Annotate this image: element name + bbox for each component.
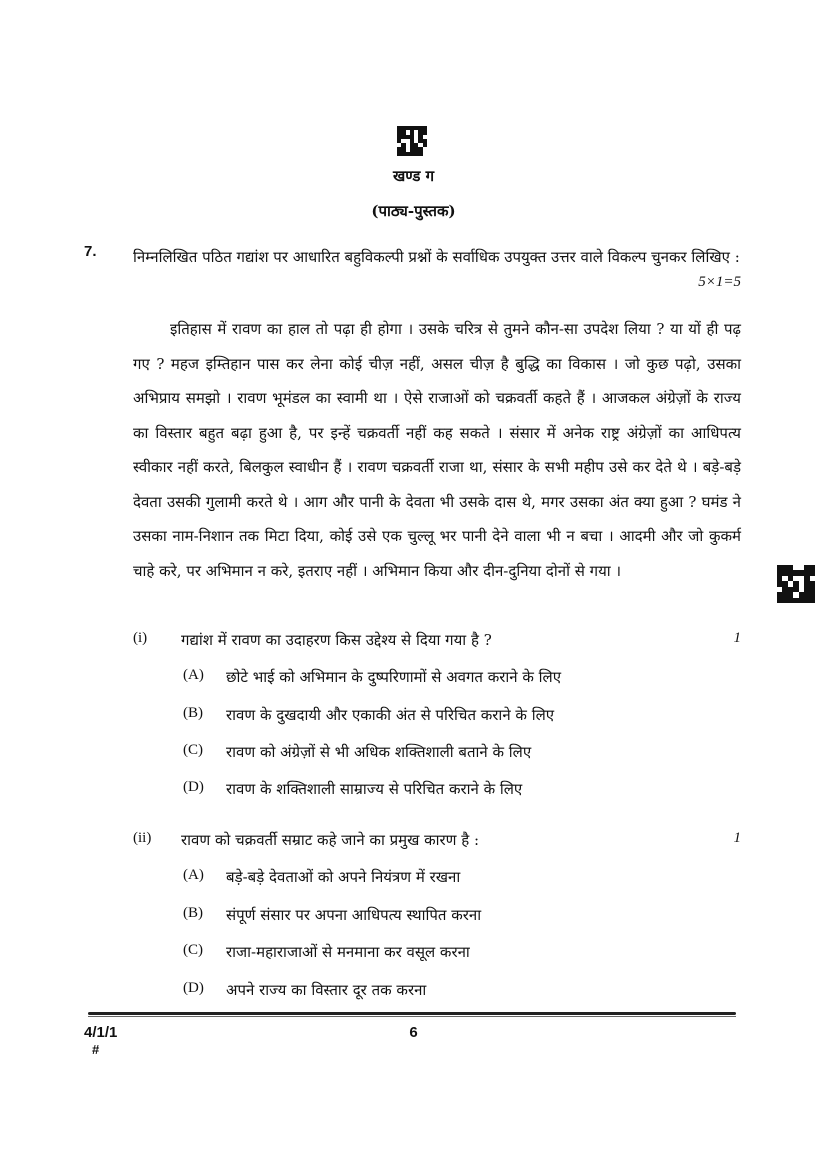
option-letter: (B) bbox=[183, 905, 203, 921]
option-text: संपूर्ण संसार पर अपना आधिपत्य स्थापित करना bbox=[226, 906, 482, 924]
option-text: बड़े-बड़े देवताओं को अपने नियंत्रण में रखना bbox=[226, 868, 461, 886]
option-text: रावण के शक्तिशाली साम्राज्य से परिचित कराने के लिए bbox=[226, 780, 523, 798]
subquestion-text: गद्यांश में रावण का उदाहरण किस उद्देश्य से दिया गया है ? bbox=[181, 631, 492, 649]
subquestion-marks: 1 bbox=[733, 830, 741, 846]
paper-code: 4/1/1 bbox=[84, 1024, 118, 1041]
option-text: रावण को अंग्रेज़ों से भी अधिक शक्तिशाली बताने के लिए bbox=[226, 743, 532, 761]
passage: इतिहास में रावण का हाल तो पढ़ा ही होगा । उसके चरित्र से तुमने कौन-सा उपदेश लिया ? या यों ही पढ़ गए ? महज इम्तिहान पास कर लेना कोई चीज़ नहीं, असल चीज़ है बुद्धि का विकास । जो कुछ पढ़ो, उसका अभिप्राय समझो । रावण भूमंडल का स्वामी था । ऐसे राजाओं को चक्रवर्ती कहते हैं । आजकल अंग्रेज़ों के राज्य का विस्तार बहुत बढ़ा हुआ है, पर इन्हें चक्रवर्ती नहीं कह सकते । संसार में अनेक राष्ट्र अंग्रेज़ों का आधिपत्य स्वीकार नहीं करते, बिलकुल स्वाधीन हैं । रावण चक्रवर्ती राजा था, संसार के सभी महीप उसे कर देते थे । बड़े-बड़े देवता उसकी गुलामी करते थे । आग और पानी के देवता भी उसके दास थे, मगर उसका अंत क्या हुआ ? घमंड ने उसका नाम-निशान तक मिटा दिया, कोई उसे एक चुल्लू भर पानी देने वाला भी न बचा । आदमी और जो कुकर्म चाहे करे, पर अभिमान न करे, इतराए नहीं । अभिमान किया और दीन-दुनिया दोनों से गया । bbox=[133, 320, 741, 580]
option-text: छोटे भाई को अभिमान के दुष्परिणामों से अवगत कराने के लिए bbox=[226, 668, 562, 686]
question-marks: 5×1=5 bbox=[698, 274, 741, 290]
option-text: अपने राज्य का विस्तार दूर तक करना bbox=[226, 981, 427, 999]
option-text: राजा-महाराजाओं से मनमाना कर वसूल करना bbox=[226, 943, 470, 961]
subquestion-number: (i) bbox=[133, 630, 148, 646]
qr-code-icon bbox=[777, 565, 815, 603]
section-title: खण्ड ग bbox=[392, 167, 435, 185]
option-text: रावण के दुखदायी और एकाकी अंत से परिचित कराने के लिए bbox=[226, 706, 555, 724]
option-letter: (A) bbox=[183, 667, 204, 683]
footer-divider bbox=[88, 1012, 736, 1015]
option-letter: (B) bbox=[183, 705, 203, 721]
question-number: 7. bbox=[84, 243, 97, 260]
option-letter: (D) bbox=[183, 779, 204, 795]
option-letter: (C) bbox=[183, 942, 203, 958]
subquestion-marks: 1 bbox=[733, 630, 741, 646]
qr-code-icon bbox=[397, 126, 427, 156]
option-letter: (D) bbox=[183, 980, 204, 996]
section-subtitle: (पाठ्य-पुस्तक) bbox=[371, 202, 456, 220]
option-letter: (A) bbox=[183, 867, 204, 883]
hash-mark: # bbox=[92, 1042, 100, 1057]
question-instruction: निम्नलिखित पठित गद्यांश पर आधारित बहुविकल्पी प्रश्नों के सर्वाधिक उपयुक्त उत्तर वाले विकल्प चुनकर लिखिए : bbox=[133, 248, 740, 266]
page-number: 6 bbox=[409, 1024, 418, 1041]
footer-divider bbox=[88, 1016, 736, 1017]
option-letter: (C) bbox=[183, 742, 203, 758]
subquestion-number: (ii) bbox=[133, 830, 152, 846]
subquestion-text: रावण को चक्रवर्ती सम्राट कहे जाने का प्रमुख कारण है : bbox=[181, 831, 480, 849]
